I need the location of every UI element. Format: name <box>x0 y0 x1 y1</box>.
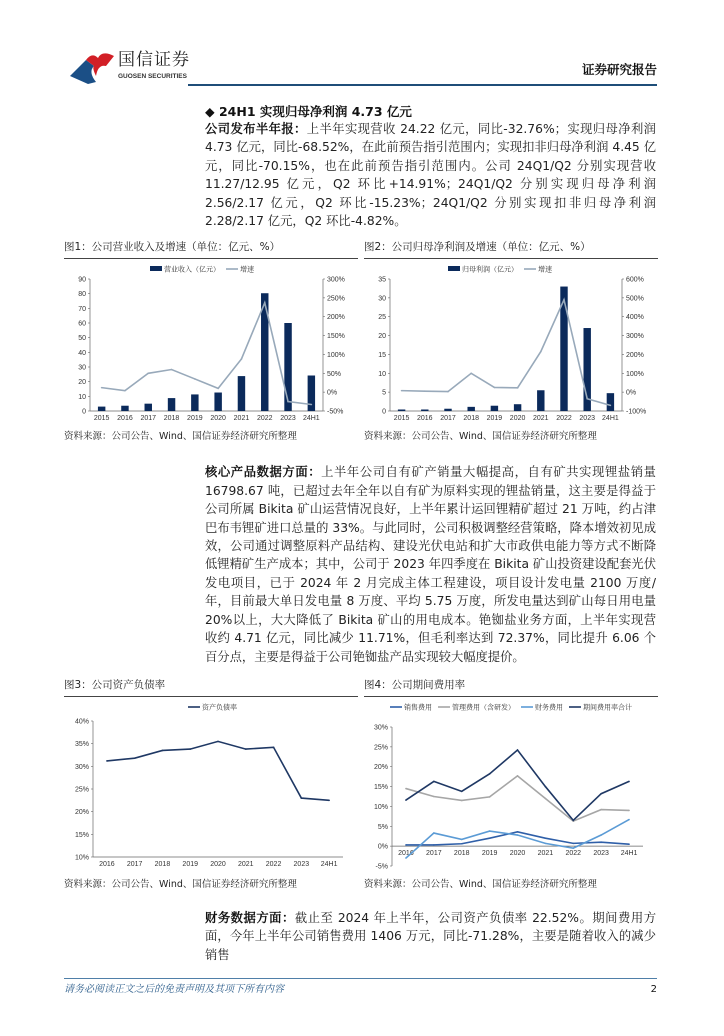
paragraph-financials <box>205 909 656 964</box>
y-tick-label: 5 <box>382 390 386 398</box>
y-tick-label: 0 <box>382 408 386 416</box>
figure-4-source: 资料来源：公司公告、Wind、国信证券经济研究所整理 <box>364 878 597 890</box>
y-tick-label: 20 <box>378 333 386 341</box>
figure-4 <box>364 678 658 891</box>
data-point <box>517 834 519 836</box>
section-heading: ◆ 24H1 实现归母净利润 4.73 亿元 <box>205 104 412 119</box>
x-tick-label: 2021 <box>233 415 250 423</box>
legend-label: 资产负债率 <box>202 704 237 712</box>
y2-tick-label: 50% <box>327 371 342 379</box>
paragraph-body: 上半年公司自有矿产销量大幅提高，自有矿共实现锂盐销量 16798.67 吨，已超过去年全年以自有矿为原料实现的锂盐销量，这主要是得益于公司所属 Bikita 矿山运营情况良好，上半年累计运回锂精矿超过 21 万吨，约占津巴布韦锂矿进口总量的 33%。与此同时，公司积极调整经营策略，降本增效初见成效，公司通过调整原料产品结构、建设光伏电站和扩大市政供电能力等方式不断降低锂精矿生产成本；其中，公司于 2023 年四季度在 Bikita 矿山投资建设配套光伏发电项目，已于 2024 年 2 月完成主体工程建设，项目设计发电量 2100 万度/年，目前最大单日发电量 8 万度、平均 5.75 万度，所发电量达到矿山每日用电量 20%以上，大大降低了 Bikita 矿山的用电成本。铯铷盐业务方面，上半年实现营收约 4.71 亿元，同比减少 11.71%，但毛利率达到 72.37%，同比提升 6.06 个百分点，主要是得益于公司铯铷盐产品实现较大幅度提价。 <box>205 465 656 664</box>
series-line <box>102 303 312 405</box>
data-point <box>433 781 435 783</box>
legend-label: 财务费用 <box>535 704 563 712</box>
y-tick-label: 30% <box>373 724 388 732</box>
y2-tick-label: -100% <box>626 408 647 416</box>
legend-label: 增速 <box>538 266 552 274</box>
y-tick-label: 10% <box>74 854 89 862</box>
brand-name-en: GUOSEN SECURITIES <box>118 73 187 80</box>
figure-2-chart <box>360 263 660 428</box>
x-tick-label: 2018 <box>163 415 180 423</box>
y2-tick-label: 100% <box>626 371 644 379</box>
y-tick-label: 15% <box>74 831 89 839</box>
data-point <box>301 797 303 799</box>
bar <box>467 407 474 411</box>
data-point <box>540 351 542 353</box>
bar <box>214 393 221 411</box>
y2-tick-label: 200% <box>626 352 644 360</box>
bar <box>444 409 451 411</box>
data-point <box>124 390 126 392</box>
y2-tick-label: 250% <box>327 295 345 303</box>
x-tick-label: 2018 <box>453 850 470 858</box>
series-line <box>107 741 329 800</box>
data-point <box>101 387 103 389</box>
data-point <box>147 373 149 375</box>
x-tick-label: 2016 <box>117 415 133 423</box>
brand-name: 国信证券 <box>118 50 190 70</box>
data-point <box>311 404 313 406</box>
x-tick-label: 2015 <box>93 415 110 423</box>
data-point <box>600 834 602 836</box>
x-tick-label: 2020 <box>210 415 226 423</box>
figure-3 <box>64 678 358 891</box>
x-tick-label: 24H1 <box>620 850 638 858</box>
bar <box>191 395 198 412</box>
figure-3-caption: 图3：公司资产负债率 <box>64 678 358 697</box>
y-tick-label: 15% <box>373 783 388 791</box>
x-tick-label: 2020 <box>509 415 526 423</box>
figure-4-chart <box>360 701 660 876</box>
paragraph-body: 上半年实现营收 24.22 亿元，同比-32.76%；实现归母净利润 4.73 亿元，同比-68.52%，在此前预告指引范围内；实现扣非归母净利润 4.45 亿元，同比-70.15%，也在此前预告指引范围内。公司 24Q1/Q2 分别实现营收 11.27/12.95 亿元，Q2 环比+14.91%；24Q1/Q2 分别实现归母净利润 2.56/2.17 亿元，Q2 环比-15.23%；24Q1/Q2 分别实现扣非归母净利润 2.28/2.17 亿元，Q2 环比-4.82%。 <box>205 122 656 229</box>
data-point <box>517 387 519 389</box>
data-point <box>494 387 496 389</box>
y-tick-label: 90 <box>78 276 86 284</box>
data-point <box>217 741 219 743</box>
data-point <box>461 838 463 840</box>
figure-row-2 <box>64 678 658 891</box>
legend-label: 管理费用（含研发） <box>452 704 515 712</box>
data-point <box>517 749 519 751</box>
data-point <box>134 757 136 759</box>
bar <box>398 410 405 412</box>
x-tick-label: 2021 <box>237 860 254 868</box>
data-point <box>405 857 407 859</box>
x-tick-label: 2019 <box>187 415 203 423</box>
bar <box>121 406 128 411</box>
data-point <box>461 800 463 802</box>
data-point <box>241 359 243 361</box>
legend-label: 销售费用 <box>404 704 432 712</box>
y-tick-label: 25% <box>373 744 388 752</box>
data-point <box>572 847 574 849</box>
data-point <box>489 830 491 832</box>
bar <box>514 405 521 412</box>
figure-3-chart <box>60 701 360 876</box>
x-tick-label: 2019 <box>486 415 503 423</box>
data-point <box>217 388 219 390</box>
x-tick-label: 2016 <box>99 860 115 868</box>
series-line <box>406 750 629 820</box>
bar <box>491 406 498 411</box>
bar <box>308 376 315 411</box>
y-tick-label: 40 <box>78 350 86 358</box>
data-point <box>628 843 630 845</box>
series-line <box>402 300 611 406</box>
data-point <box>433 844 435 846</box>
data-point <box>545 786 547 788</box>
y-tick-label: 15 <box>378 352 386 360</box>
x-tick-label: 2018 <box>463 415 479 423</box>
y-tick-label: -5% <box>375 863 388 871</box>
figure-2-caption: 图2：公司归母净利润及增速（单位：亿元、%） <box>364 240 658 259</box>
y-tick-label: 0 <box>82 408 86 416</box>
data-point <box>563 299 565 301</box>
data-point <box>545 837 547 839</box>
paragraph-half-year-report <box>205 120 656 230</box>
legend-label: 期间费用率合计 <box>583 704 632 712</box>
data-point <box>489 796 491 798</box>
x-tick-label: 2020 <box>210 860 226 868</box>
x-tick-label: 2018 <box>154 860 171 868</box>
data-point <box>162 750 164 752</box>
data-point <box>461 843 463 845</box>
y2-tick-label: -50% <box>327 408 344 416</box>
data-point <box>273 746 275 748</box>
x-tick-label: 2023 <box>280 415 296 423</box>
header-divider <box>188 84 657 86</box>
y-tick-label: 5% <box>377 823 388 831</box>
data-point <box>287 401 289 403</box>
y2-tick-label: 300% <box>626 333 644 341</box>
report-type: 证券研究报告 <box>581 62 657 77</box>
legend-swatch <box>150 266 162 271</box>
bar <box>284 323 291 411</box>
data-point <box>572 842 574 844</box>
figure-row-1 <box>64 240 658 443</box>
y-tick-label: 35 <box>378 276 386 284</box>
y-tick-label: 20% <box>74 809 89 817</box>
data-point <box>600 793 602 795</box>
data-point <box>610 405 612 407</box>
y2-tick-label: 500% <box>626 295 644 303</box>
x-tick-label: 2022 <box>265 860 282 868</box>
data-point <box>489 837 491 839</box>
data-point <box>424 391 426 393</box>
bar <box>238 377 245 412</box>
x-tick-label: 2023 <box>579 415 595 423</box>
figure-4-caption: 图4：公司期间费用率 <box>364 678 658 697</box>
data-point <box>447 391 449 393</box>
x-tick-label: 2019 <box>481 850 498 858</box>
bar <box>537 391 544 412</box>
data-point <box>628 781 630 783</box>
data-point <box>461 790 463 792</box>
bar <box>145 404 152 411</box>
data-point <box>405 799 407 801</box>
y-tick-label: 30% <box>74 763 89 771</box>
y-tick-label: 30 <box>378 295 386 303</box>
y2-tick-label: 100% <box>327 352 345 360</box>
paragraph-lead: 公司发布半年报： <box>205 122 307 136</box>
paragraph-lead: 核心产品数据方面： <box>205 465 322 480</box>
x-tick-label: 2017 <box>126 860 143 868</box>
x-tick-label: 2017 <box>426 850 442 858</box>
paragraph-core-products <box>205 463 656 665</box>
figure-1-chart <box>60 263 360 428</box>
x-tick-label: 2020 <box>509 850 526 858</box>
data-point <box>328 799 330 801</box>
x-tick-label: 24H1 <box>320 860 338 868</box>
data-point <box>433 796 435 798</box>
y-tick-label: 70 <box>78 306 86 314</box>
page-number: 2 <box>650 984 657 996</box>
x-tick-label: 24H1 <box>602 415 619 423</box>
x-tick-label: 2017 <box>440 415 456 423</box>
y2-tick-label: 200% <box>327 314 345 322</box>
figure-2 <box>364 240 658 443</box>
y-tick-label: 10 <box>78 394 86 402</box>
data-point <box>600 809 602 811</box>
paragraph-lead: 财务数据方面： <box>205 910 295 925</box>
data-point <box>628 819 630 821</box>
legend-label: 归母利润（亿元） <box>462 266 518 274</box>
y2-tick-label: 150% <box>327 333 345 341</box>
x-tick-label: 2022 <box>256 415 273 423</box>
y-tick-label: 30 <box>78 364 86 372</box>
x-tick-label: 2022 <box>565 850 582 858</box>
x-tick-label: 2021 <box>533 415 549 423</box>
data-point <box>489 773 491 775</box>
data-point <box>433 832 435 834</box>
x-tick-label: 2016 <box>398 850 414 858</box>
y-tick-label: 80 <box>78 291 86 299</box>
y2-tick-label: 600% <box>626 276 644 284</box>
data-point <box>572 819 574 821</box>
guosen-logo <box>68 48 118 84</box>
x-tick-label: 2021 <box>537 850 554 858</box>
x-tick-label: 24H1 <box>302 415 320 423</box>
data-point <box>405 844 407 846</box>
y-tick-label: 35% <box>74 741 89 749</box>
y-tick-label: 0% <box>377 843 388 851</box>
data-point <box>517 775 519 777</box>
x-tick-label: 2015 <box>393 415 410 423</box>
x-tick-label: 2022 <box>556 415 572 423</box>
y-tick-label: 10% <box>373 803 388 811</box>
legend-label: 增速 <box>240 266 254 274</box>
figure-1 <box>64 240 358 443</box>
y2-tick-label: 300% <box>327 276 345 284</box>
data-point <box>405 788 407 790</box>
footer-disclaimer: 请务必阅读正文之后的免责声明及其项下所有内容 <box>64 984 284 996</box>
data-point <box>600 841 602 843</box>
data-point <box>517 831 519 833</box>
y-tick-label: 50 <box>78 335 86 343</box>
figure-1-caption: 图1：公司营业收入及增速（单位：亿元、%） <box>64 240 358 259</box>
legend-swatch <box>448 266 460 271</box>
x-tick-label: 2017 <box>140 415 157 423</box>
bar <box>607 394 614 412</box>
y-tick-label: 20 <box>78 379 86 387</box>
y-tick-label: 40% <box>74 718 89 726</box>
x-tick-label: 2023 <box>593 850 609 858</box>
data-point <box>545 798 547 800</box>
data-point <box>194 379 196 381</box>
figure-1-source: 资料来源：公司公告、Wind、国信证券经济研究所整理 <box>64 431 297 443</box>
y-tick-label: 25% <box>74 786 89 794</box>
y-tick-label: 10 <box>378 371 386 379</box>
data-point <box>470 373 472 375</box>
y2-tick-label: 400% <box>626 314 644 322</box>
y2-tick-label: 0% <box>327 390 338 398</box>
bar <box>98 407 105 411</box>
x-tick-label: 2019 <box>182 860 199 868</box>
data-point <box>628 810 630 812</box>
bar <box>421 410 428 412</box>
legend-label: 营业收入（亿元） <box>164 266 220 274</box>
data-point <box>106 760 108 762</box>
data-point <box>245 748 247 750</box>
y-tick-label: 25 <box>378 314 386 322</box>
bar <box>168 399 175 412</box>
data-point <box>586 398 588 400</box>
x-tick-label: 2016 <box>417 415 433 423</box>
footer <box>64 978 657 1036</box>
figure-2-source: 资料来源：公司公告、Wind、国信证券经济研究所整理 <box>364 431 597 443</box>
data-point <box>171 369 173 371</box>
figure-3-source: 资料来源：公司公告、Wind、国信证券经济研究所整理 <box>64 878 297 890</box>
data-point <box>545 842 547 844</box>
x-tick-label: 2023 <box>293 860 310 868</box>
data-point <box>189 748 191 750</box>
data-point <box>401 390 403 392</box>
y2-tick-label: 0% <box>626 390 637 398</box>
data-point <box>264 302 266 304</box>
paragraph-body: 截止至 2024 年上半年，公司资产负债率 22.52%。期间费用方面，今年上半年公司销售费用 1406 万元，同比-71.28%，主要是随着收入的减少销售 <box>205 910 656 962</box>
y-tick-label: 20% <box>373 764 388 772</box>
y-tick-label: 60 <box>78 320 86 328</box>
